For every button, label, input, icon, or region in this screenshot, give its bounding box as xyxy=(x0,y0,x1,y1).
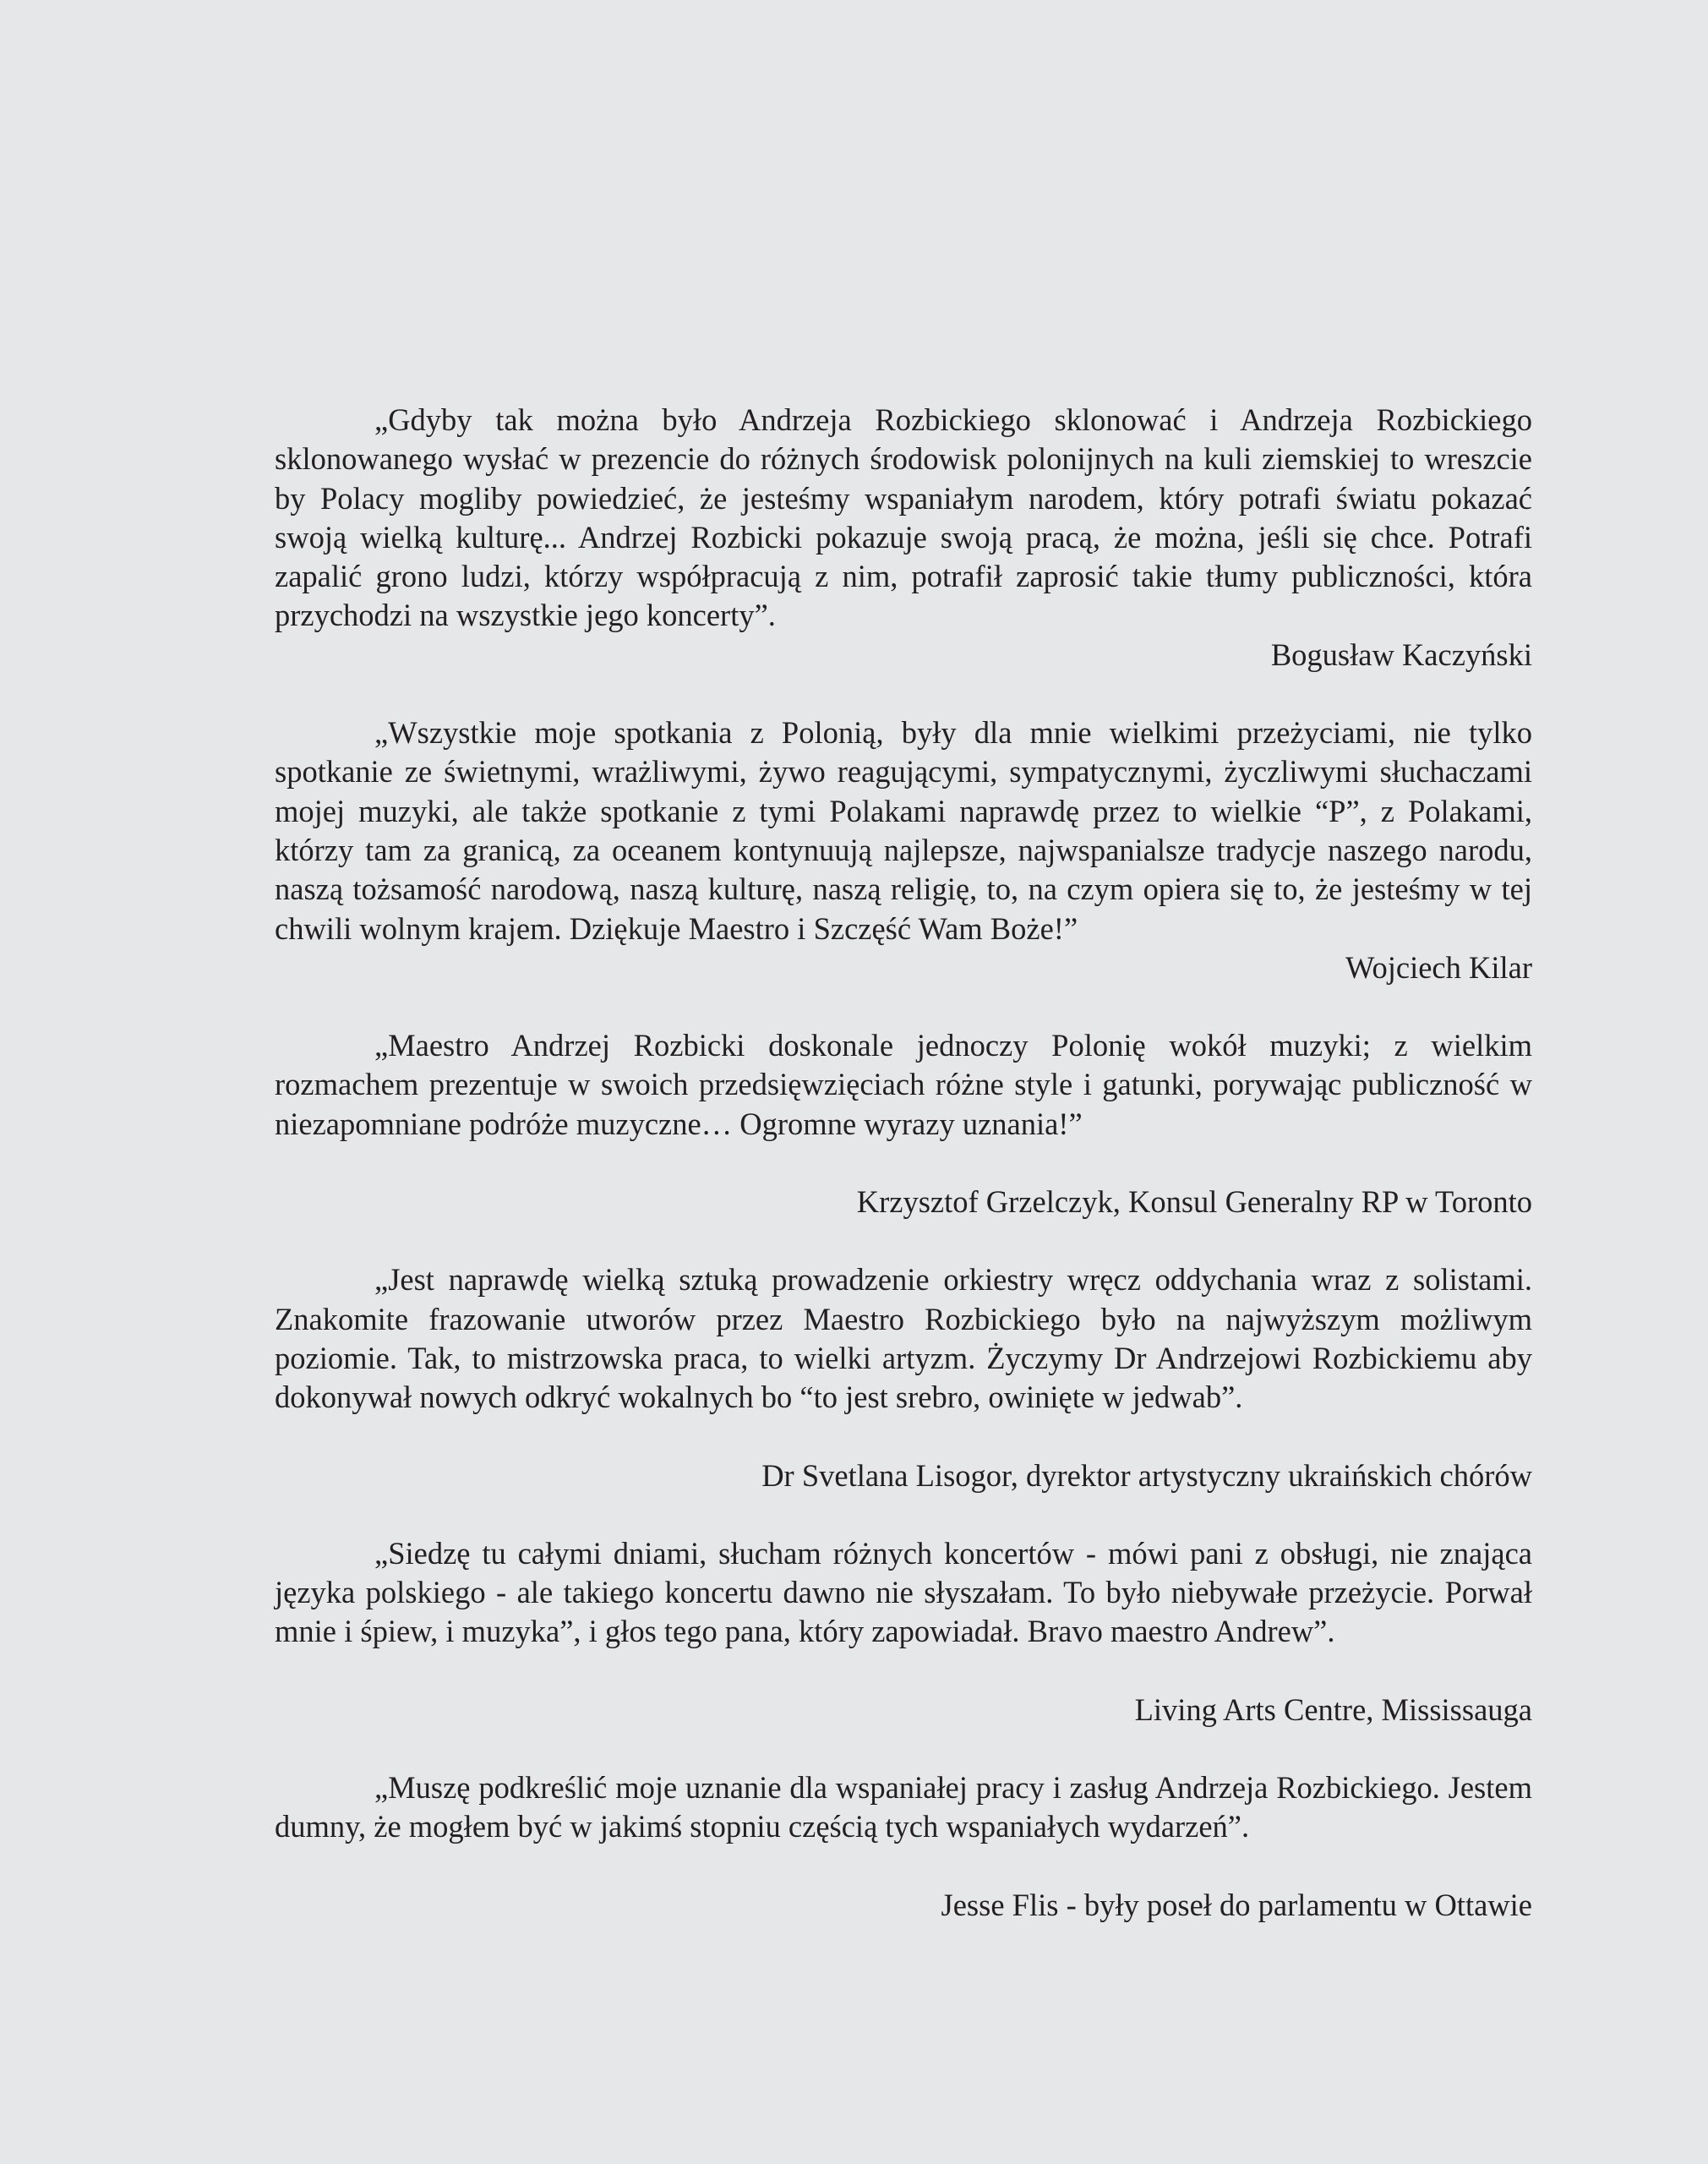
testimonial-quote: „Muszę podkreślić moje uznanie dla wspaniałej pracy i zasług Andrzeja Rozbickiego. Jestem dumny, że mogłem być w jakimś stopniu częścią tych wspaniałych wydarzeń”. xyxy=(275,1770,1532,1844)
testimonial-block xyxy=(275,1260,1532,1495)
testimonial-author: Bogusław Kaczyński xyxy=(1270,637,1532,672)
testimonial-block xyxy=(275,1768,1532,1925)
testimonial-quote: „Wszystkie moje spotkania z Polonią, były dla mnie wielkimi przeżyciami, nie tylko spotkanie ze świetnymi, wrażliwymi, żywo reagującymi, sympatycznymi, życzliwymi słuchaczami mojej muzyki, ale także spotkanie z tymi Polakami naprawdę przez to wielkie “P”, z Polakami, którzy tam za granicą, za oceanem kontynuują najlepsze, najwspanialsze tradycje naszego narodu, naszą tożsamość narodową, naszą kulturę, naszą religię, to, na czym opiera się to, że jesteśmy w tej chwili wolnym krajem. Dziękuje Maestro i Szczęść Wam Boże!” xyxy=(275,715,1532,946)
testimonial-block xyxy=(275,1534,1532,1730)
testimonial-quote: „Gdyby tak można było Andrzeja Rozbickiego sklonować i Andrzeja Rozbickiego sklonowanego wysłać w prezencie do różnych środowisk polonijnych na kuli ziemskiej to wreszcie by Polacy mogliby powiedzieć, że jesteśmy wspaniałym narodem, który potrafi światu pokazać swoją wielką kulturę... Andrzej Rozbicki pokazuje swoją pracą, że można, jeśli się chce. Potrafi zapalić grono ludzi, którzy współpracują z nim, potrafił zaprosić takie tłumy publiczności, która przychodzi na wszystkie jego koncerty”. xyxy=(275,402,1532,633)
testimonial-block xyxy=(275,401,1532,675)
testimonial-block xyxy=(275,1026,1532,1221)
testimonials-page xyxy=(275,401,1532,1925)
testimonial-author: Krzysztof Grzelczyk, Konsul Generalny RP w Toronto xyxy=(856,1184,1532,1220)
testimonial-author: Dr Svetlana Lisogor, dyrektor artystyczny ukraińskich chórów xyxy=(761,1457,1532,1493)
testimonial-author: Jesse Flis - były poseł do parlamentu w Ottawie xyxy=(941,1887,1532,1922)
testimonial-block xyxy=(275,713,1532,987)
testimonial-quote: „Maestro Andrzej Rozbicki doskonale jednoczy Polonię wokół muzyki; z wielkim rozmachem prezentuje w swoich przedsięwzięciach różne style i gatunki, porywając publiczność w niezapomniane podróże muzyczne… Ogromne wyrazy uznania!” xyxy=(275,1028,1532,1141)
testimonial-author: Living Arts Centre, Mississauga xyxy=(1134,1691,1532,1727)
testimonial-quote: „Siedzę tu całymi dniami, słucham różnych koncertów - mówi pani z obsługi, nie znająca języka polskiego - ale takiego koncertu dawno nie słyszałam. To było niebywałe przeżycie. Porwał mnie i śpiew, i muzyka”, i głos tego pana, który zapowiadał. Bravo maestro Andrew”. xyxy=(275,1535,1532,1649)
testimonial-author: Wojciech Kilar xyxy=(1345,949,1532,985)
testimonial-quote: „Jest naprawdę wielką sztuką prowadzenie orkiestry wręcz oddychania wraz z solistami. Znakomite frazowanie utworów przez Maestro Rozbickiego było na najwyższym możliwym poziomie. Tak, to mistrzowska praca, to wielki artyzm. Życzymy Dr Andrzejowi Rozbickiemu aby dokonywał nowych odkryć wokalnych bo “to jest srebro, owinięte w jedwab”. xyxy=(275,1262,1532,1415)
